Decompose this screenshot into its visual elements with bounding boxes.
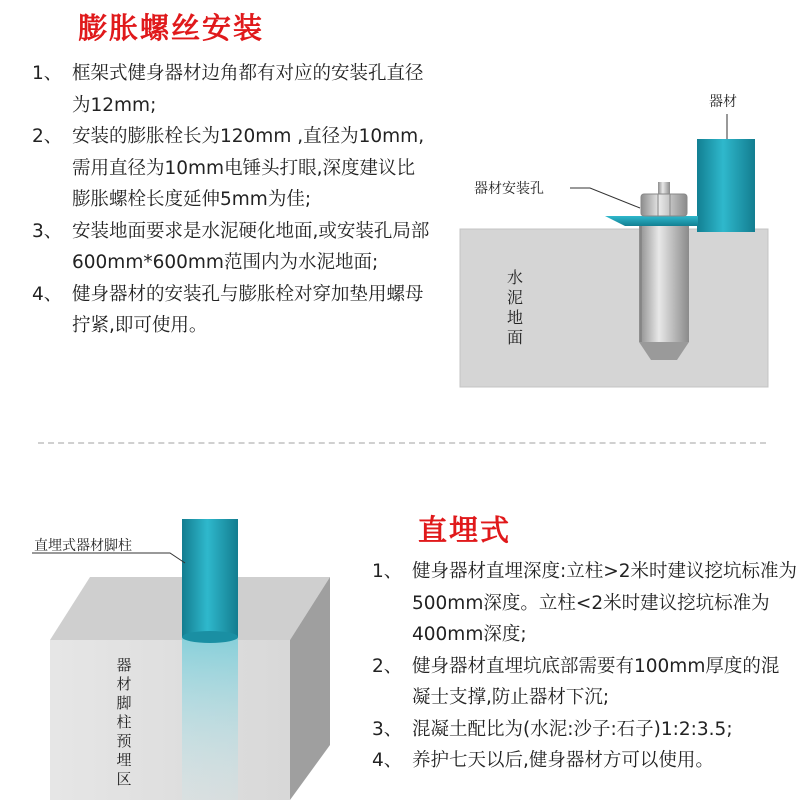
list-item: 4、 养护七天以后,健身器材方可以使用。	[372, 750, 714, 771]
equipment-label: 器材	[709, 94, 737, 110]
list-item: 4、 健身器材的安装孔与膨胀栓对穿加垫用螺母拧紧,即可使用。	[32, 283, 424, 336]
block-front	[50, 640, 290, 800]
nut	[641, 194, 687, 216]
list-item: 3、 安装地面要求是水泥硬化地面,或安装孔局部 600mm*600mm范围内为水泥地面;	[32, 220, 430, 273]
section1-title: 膨胀螺丝安装	[78, 11, 265, 45]
list-item: 1、 健身器材直埋深度:立柱>2米时建议挖坑标准为500mm深度。立柱<2米时建议挖坑标准为400mm深度;	[372, 561, 798, 645]
equipment-pillar	[697, 139, 755, 232]
section2-title: 直埋式	[418, 513, 512, 547]
section-divider	[38, 442, 766, 444]
expansion-bolt-diagram	[455, 84, 775, 394]
list-item: 1、 框架式健身器材边角都有对应的安装孔直径为12mm;	[32, 63, 424, 116]
pillar-label: 直埋式器材脚柱	[34, 538, 132, 554]
section1-instructions	[32, 58, 432, 342]
mounting-hole-label: 器材安装孔	[474, 181, 544, 197]
direct-burial-diagram	[30, 515, 366, 800]
concrete-ground-label: 水泥地面	[506, 268, 523, 347]
list-item: 2、 安装的膨胀栓长为120mm ,直径为10mm,需用直径为10mm电锤头打眼,深度建议比膨胀螺栓长度延伸5mm为佳;	[32, 126, 425, 210]
list-item: 3、 混凝土配比为(水泥:沙子:石子)1:2:3.5;	[372, 718, 733, 740]
list-item: 2、 健身器材直埋坑底部需要有100mm厚度的混凝士支撑,防止器材下沉;	[372, 655, 780, 708]
embed-zone-label: 器材脚柱预埋区	[116, 656, 132, 788]
mounting-plate	[605, 216, 698, 226]
bolt-sleeve	[639, 224, 689, 342]
section2-instructions	[372, 556, 797, 777]
buried-pillar	[182, 519, 238, 637]
